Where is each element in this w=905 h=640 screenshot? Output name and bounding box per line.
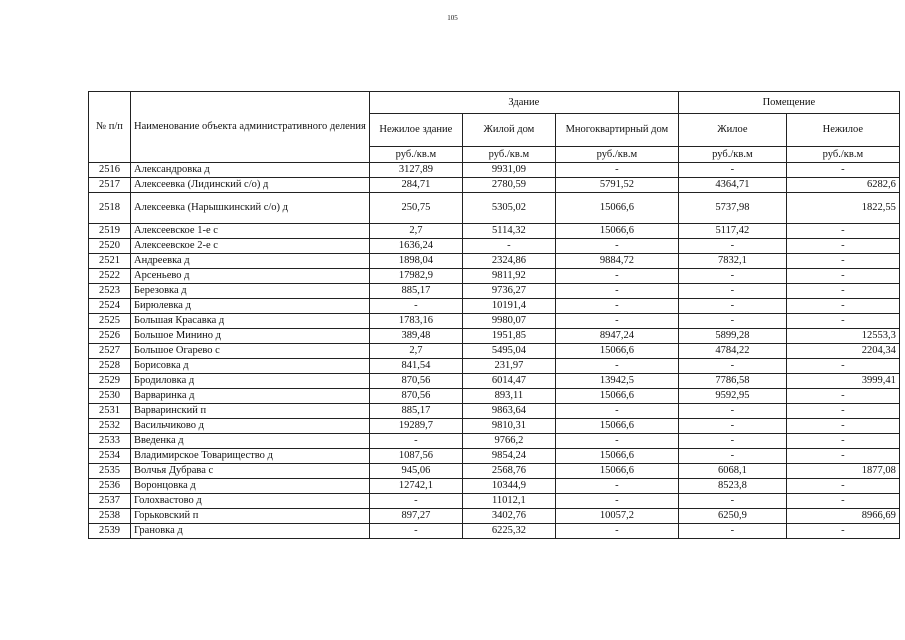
value-nonresidential-building: - — [369, 434, 462, 449]
value-nonresidential-building: 1898,04 — [369, 254, 462, 269]
value-residential-premises: 6250,9 — [678, 509, 786, 524]
value-residential-premises: 6068,1 — [678, 464, 786, 479]
value-nonresidential-building: 284,71 — [369, 178, 462, 193]
value-residential-premises: - — [678, 434, 786, 449]
value-nonresidential-premises: 12553,3 — [786, 329, 899, 344]
value-residential-premises: - — [678, 359, 786, 374]
header-nonresidential-premises: Нежилое — [786, 114, 899, 147]
table-row — [89, 299, 900, 314]
object-name: Алексеевское 1-е с — [131, 224, 370, 239]
value-residential-premises: - — [678, 449, 786, 464]
row-number: 2530 — [89, 389, 131, 404]
value-nonresidential-building: 3127,89 — [369, 163, 462, 178]
value-residential-house: 2780,59 — [462, 178, 555, 193]
object-name: Бродиловка д — [131, 374, 370, 389]
value-nonresidential-building: 12742,1 — [369, 479, 462, 494]
value-apartment-building: - — [555, 524, 678, 539]
value-residential-premises: 5899,28 — [678, 329, 786, 344]
row-number: 2526 — [89, 329, 131, 344]
value-nonresidential-premises: - — [786, 314, 899, 329]
unit-label: руб./кв.м — [555, 147, 678, 163]
object-name: Воронцовка д — [131, 479, 370, 494]
object-name: Владимирское Товарищество д — [131, 449, 370, 464]
value-apartment-building: - — [555, 494, 678, 509]
value-nonresidential-premises: - — [786, 239, 899, 254]
value-nonresidential-building: 885,17 — [369, 284, 462, 299]
value-nonresidential-building: 841,54 — [369, 359, 462, 374]
row-number: 2516 — [89, 163, 131, 178]
table-row — [89, 464, 900, 479]
value-residential-premises: - — [678, 269, 786, 284]
value-nonresidential-premises: - — [786, 359, 899, 374]
value-nonresidential-building: 2,7 — [369, 344, 462, 359]
value-residential-premises: 5737,98 — [678, 193, 786, 224]
object-name: Варваринка д — [131, 389, 370, 404]
table-row — [89, 163, 900, 178]
row-number: 2532 — [89, 419, 131, 434]
value-apartment-building: - — [555, 163, 678, 178]
value-nonresidential-premises: - — [786, 404, 899, 419]
value-residential-house: 5495,04 — [462, 344, 555, 359]
value-nonresidential-building: - — [369, 299, 462, 314]
object-name: Алексеевское 2-е с — [131, 239, 370, 254]
value-nonresidential-premises: 6282,6 — [786, 178, 899, 193]
page-number: 105 — [447, 14, 458, 22]
value-residential-house: 10344,9 — [462, 479, 555, 494]
row-number: 2537 — [89, 494, 131, 509]
table-row — [89, 178, 900, 193]
value-residential-house: 6225,32 — [462, 524, 555, 539]
value-apartment-building: 15066,6 — [555, 224, 678, 239]
value-nonresidential-premises: - — [786, 479, 899, 494]
table-row — [89, 404, 900, 419]
table-row — [89, 359, 900, 374]
unit-label: руб./кв.м — [462, 147, 555, 163]
row-number: 2524 — [89, 299, 131, 314]
unit-label: руб./кв.м — [369, 147, 462, 163]
value-residential-house: 9766,2 — [462, 434, 555, 449]
value-nonresidential-building: 1087,56 — [369, 449, 462, 464]
value-residential-house: 9810,31 — [462, 419, 555, 434]
value-nonresidential-building: 945,06 — [369, 464, 462, 479]
value-apartment-building: 15066,6 — [555, 419, 678, 434]
value-apartment-building: 15066,6 — [555, 344, 678, 359]
value-apartment-building: - — [555, 434, 678, 449]
value-apartment-building: 9884,72 — [555, 254, 678, 269]
header-residential-premises: Жилое — [678, 114, 786, 147]
value-residential-house: 9931,09 — [462, 163, 555, 178]
value-nonresidential-building: 885,17 — [369, 404, 462, 419]
value-nonresidential-premises: - — [786, 494, 899, 509]
value-residential-house: 6014,47 — [462, 374, 555, 389]
value-nonresidential-building: 897,27 — [369, 509, 462, 524]
object-name: Бирюлевка д — [131, 299, 370, 314]
value-residential-premises: 4784,22 — [678, 344, 786, 359]
table-row — [89, 509, 900, 524]
row-number: 2536 — [89, 479, 131, 494]
object-name: Алексеевка (Лидинский с/о) д — [131, 178, 370, 193]
row-number: 2528 — [89, 359, 131, 374]
row-number: 2520 — [89, 239, 131, 254]
row-number: 2525 — [89, 314, 131, 329]
header-premises: Помещение — [678, 92, 899, 114]
value-nonresidential-premises: - — [786, 419, 899, 434]
value-residential-house: 9736,27 — [462, 284, 555, 299]
value-residential-house: 9854,24 — [462, 449, 555, 464]
value-residential-premises: - — [678, 299, 786, 314]
value-residential-premises: - — [678, 284, 786, 299]
table-row — [89, 314, 900, 329]
value-apartment-building: - — [555, 314, 678, 329]
table-row — [89, 239, 900, 254]
value-residential-house: 893,11 — [462, 389, 555, 404]
value-residential-house: 10191,4 — [462, 299, 555, 314]
table-row — [89, 479, 900, 494]
row-number: 2539 — [89, 524, 131, 539]
value-residential-house: 2324,86 — [462, 254, 555, 269]
table-row — [89, 329, 900, 344]
object-name: Александровка д — [131, 163, 370, 178]
value-nonresidential-building: 250,75 — [369, 193, 462, 224]
value-residential-house: 9980,07 — [462, 314, 555, 329]
table-row — [89, 254, 900, 269]
object-name: Березовка д — [131, 284, 370, 299]
table-row — [89, 269, 900, 284]
value-apartment-building: - — [555, 269, 678, 284]
value-apartment-building: 8947,24 — [555, 329, 678, 344]
value-nonresidential-building: 1636,24 — [369, 239, 462, 254]
row-number: 2522 — [89, 269, 131, 284]
value-nonresidential-building: 17982,9 — [369, 269, 462, 284]
value-apartment-building: - — [555, 404, 678, 419]
row-number: 2521 — [89, 254, 131, 269]
value-nonresidential-premises: - — [786, 434, 899, 449]
value-residential-house: - — [462, 239, 555, 254]
value-residential-house: 5305,02 — [462, 193, 555, 224]
value-apartment-building: 10057,2 — [555, 509, 678, 524]
value-nonresidential-premises: 1822,55 — [786, 193, 899, 224]
object-name: Голохвастово д — [131, 494, 370, 509]
value-nonresidential-building: 870,56 — [369, 389, 462, 404]
value-residential-premises: - — [678, 239, 786, 254]
value-apartment-building: 15066,6 — [555, 389, 678, 404]
unit-label: руб./кв.м — [678, 147, 786, 163]
value-nonresidential-building: - — [369, 524, 462, 539]
value-nonresidential-premises: - — [786, 254, 899, 269]
value-nonresidential-premises: 1877,08 — [786, 464, 899, 479]
value-nonresidential-premises: - — [786, 524, 899, 539]
value-nonresidential-premises: 3999,41 — [786, 374, 899, 389]
value-residential-house: 9811,92 — [462, 269, 555, 284]
value-apartment-building: 15066,6 — [555, 449, 678, 464]
value-nonresidential-premises: - — [786, 389, 899, 404]
row-number: 2523 — [89, 284, 131, 299]
table-row — [89, 449, 900, 464]
value-apartment-building: - — [555, 359, 678, 374]
row-number: 2527 — [89, 344, 131, 359]
value-residential-premises: 5117,42 — [678, 224, 786, 239]
row-number: 2518 — [89, 193, 131, 224]
object-name: Арсеньево д — [131, 269, 370, 284]
object-name: Большая Красавка д — [131, 314, 370, 329]
value-nonresidential-premises: - — [786, 269, 899, 284]
value-residential-premises: - — [678, 419, 786, 434]
value-apartment-building: 13942,5 — [555, 374, 678, 389]
object-name: Васильчиково д — [131, 419, 370, 434]
value-residential-premises: 7832,1 — [678, 254, 786, 269]
object-name: Варваринский п — [131, 404, 370, 419]
header-nonresidential-building: Нежилое здание — [369, 114, 462, 147]
header-object-name: Наименование объекта административного деления — [131, 92, 370, 163]
value-nonresidential-premises: 8966,69 — [786, 509, 899, 524]
value-apartment-building: 15066,6 — [555, 193, 678, 224]
object-name: Большое Минино д — [131, 329, 370, 344]
object-name: Большое Огарево с — [131, 344, 370, 359]
value-apartment-building: 15066,6 — [555, 464, 678, 479]
object-name: Горьковский п — [131, 509, 370, 524]
value-apartment-building: - — [555, 284, 678, 299]
value-nonresidential-building: 19289,7 — [369, 419, 462, 434]
value-apartment-building: - — [555, 299, 678, 314]
value-residential-house: 1951,85 — [462, 329, 555, 344]
value-apartment-building: - — [555, 479, 678, 494]
value-residential-premises: 7786,58 — [678, 374, 786, 389]
table-row — [89, 344, 900, 359]
object-name: Грановка д — [131, 524, 370, 539]
value-nonresidential-premises: 2204,34 — [786, 344, 899, 359]
value-nonresidential-premises: - — [786, 299, 899, 314]
header-apartment-building: Многоквартирный дом — [555, 114, 678, 147]
value-residential-premises: 9592,95 — [678, 389, 786, 404]
value-residential-house: 5114,32 — [462, 224, 555, 239]
object-name: Борисовка д — [131, 359, 370, 374]
value-residential-house: 9863,64 — [462, 404, 555, 419]
value-residential-house: 2568,76 — [462, 464, 555, 479]
value-nonresidential-building: - — [369, 494, 462, 509]
header-building: Здание — [369, 92, 678, 114]
value-apartment-building: - — [555, 239, 678, 254]
value-nonresidential-premises: - — [786, 224, 899, 239]
table-row — [89, 494, 900, 509]
row-number: 2517 — [89, 178, 131, 193]
value-residential-premises: - — [678, 163, 786, 178]
table-row — [89, 524, 900, 539]
table-row — [89, 224, 900, 239]
row-number: 2538 — [89, 509, 131, 524]
value-residential-premises: 4364,71 — [678, 178, 786, 193]
header-number: № п/п — [89, 92, 131, 163]
table-row — [89, 389, 900, 404]
value-nonresidential-premises: - — [786, 163, 899, 178]
table-row — [89, 419, 900, 434]
row-number: 2519 — [89, 224, 131, 239]
value-residential-premises: - — [678, 314, 786, 329]
value-nonresidential-building: 1783,16 — [369, 314, 462, 329]
value-nonresidential-premises: - — [786, 284, 899, 299]
table-row — [89, 193, 900, 224]
table-row — [89, 284, 900, 299]
value-residential-premises: - — [678, 524, 786, 539]
value-nonresidential-building: 389,48 — [369, 329, 462, 344]
value-residential-premises: - — [678, 404, 786, 419]
value-apartment-building: 5791,52 — [555, 178, 678, 193]
value-residential-house: 231,97 — [462, 359, 555, 374]
object-name: Введенка д — [131, 434, 370, 449]
object-name: Андреевка д — [131, 254, 370, 269]
value-nonresidential-building: 2,7 — [369, 224, 462, 239]
row-number: 2533 — [89, 434, 131, 449]
value-residential-premises: - — [678, 494, 786, 509]
value-residential-premises: 8523,8 — [678, 479, 786, 494]
cadastral-value-table — [88, 91, 900, 539]
object-name: Волчья Дубрава с — [131, 464, 370, 479]
value-residential-house: 11012,1 — [462, 494, 555, 509]
table-row — [89, 434, 900, 449]
row-number: 2531 — [89, 404, 131, 419]
value-nonresidential-building: 870,56 — [369, 374, 462, 389]
value-residential-house: 3402,76 — [462, 509, 555, 524]
row-number: 2535 — [89, 464, 131, 479]
row-number: 2529 — [89, 374, 131, 389]
unit-label: руб./кв.м — [786, 147, 899, 163]
object-name: Алексеевка (Нарышкинский с/о) д — [131, 193, 370, 224]
header-residential-house: Жилой дом — [462, 114, 555, 147]
table-row — [89, 374, 900, 389]
row-number: 2534 — [89, 449, 131, 464]
value-nonresidential-premises: - — [786, 449, 899, 464]
